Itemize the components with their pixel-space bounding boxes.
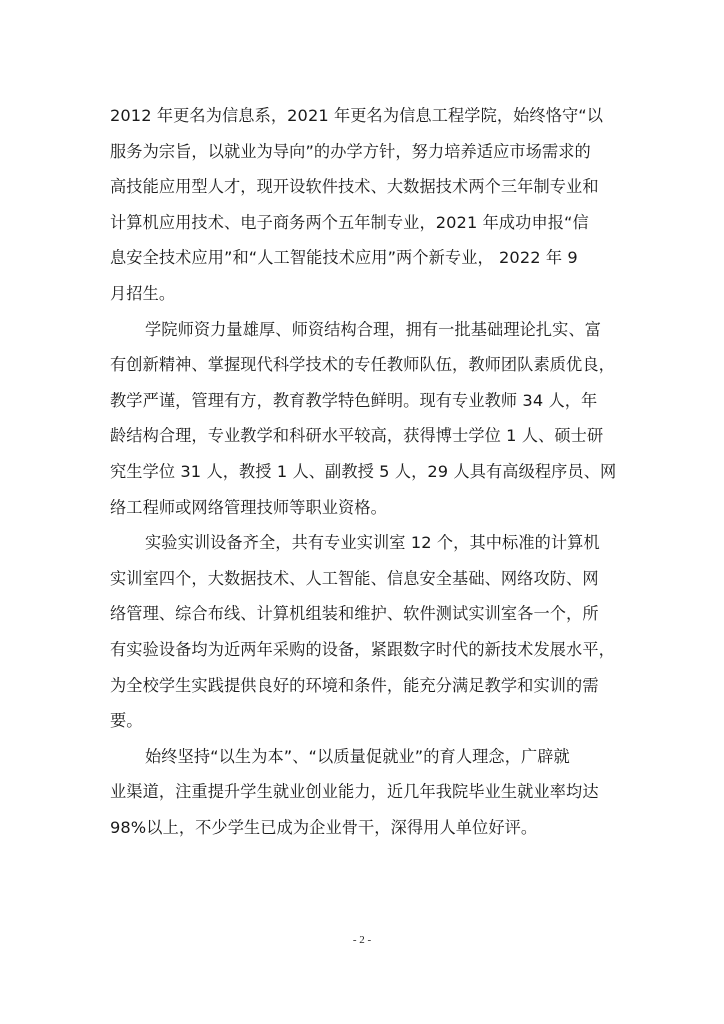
text-line: 龄结构合理，专业教学和科研水平较高，获得博士学位 1 人、硕士研 xyxy=(110,426,604,446)
text-line: 98%以上，不少学生已成为企业骨干，深得用人单位好评。 xyxy=(110,817,538,837)
text-line: 教学严谨，管理有方，教育教学特色鲜明。现有专业教师 34 人，年 xyxy=(110,390,598,410)
text-line: 学院师资力量雄厚、师资结构合理，拥有一批基础理论扎实、富 xyxy=(145,319,602,339)
text-line: 实验实训设备齐全，共有专业实训室 12 个，其中标准的计算机 xyxy=(145,533,600,553)
text-line: 实训室四个，大数据技术、人工智能、信息安全基础、网络攻防、网 xyxy=(110,568,599,588)
document-body xyxy=(110,98,622,845)
text-line: 有创新精神、掌握现代科学技术的专任教师队伍，教师团队素质优良， xyxy=(110,355,615,375)
paragraph-3 xyxy=(110,525,622,739)
text-line: 要。 xyxy=(110,711,143,731)
text-line: 计算机应用技术、电子商务两个五年制专业，2021 年成功申报“信 xyxy=(110,212,589,232)
text-line: 2012 年更名为信息系，2021 年更名为信息工程学院，始终恪守“以 xyxy=(110,106,604,125)
text-line: 业渠道，注重提升学生就业创业能力，近几年我院毕业生就业率均达 xyxy=(110,782,599,802)
text-line: 究生学位 31 人，教授 1 人、副教授 5 人，29 人具有高级程序员、网 xyxy=(110,461,617,481)
text-line: 络管理、综合布线、计算机组装和维护、软件测试实训室各一个，所 xyxy=(110,604,599,624)
text-line: 为全校学生实践提供良好的环境和条件，能充分满足教学和实训的需 xyxy=(110,675,599,695)
paragraph-1 xyxy=(110,98,622,312)
paragraph-4 xyxy=(110,739,622,846)
text-line: 高技能应用型人才，现开设软件技术、大数据技术两个三年制专业和 xyxy=(110,177,599,197)
text-line: 络工程师或网络管理技师等职业资格。 xyxy=(110,497,387,517)
page-number: - 2 - xyxy=(352,934,372,946)
text-line: 始终坚持“以生为本”、“以质量促就业”的育人理念，广辟就 xyxy=(145,746,570,766)
text-line: 息安全技术应用”和“人工智能技术应用”两个新专业， 2022 年 9 xyxy=(110,248,578,268)
text-line: 有实验设备均为近两年采购的设备，紧跟数字时代的新技术发展水平， xyxy=(110,639,615,659)
text-line: 服务为宗旨，以就业为导向”的办学方针，努力培养适应市场需求的 xyxy=(110,141,591,161)
text-line: 月招生。 xyxy=(110,283,176,303)
paragraph-2 xyxy=(110,312,622,526)
